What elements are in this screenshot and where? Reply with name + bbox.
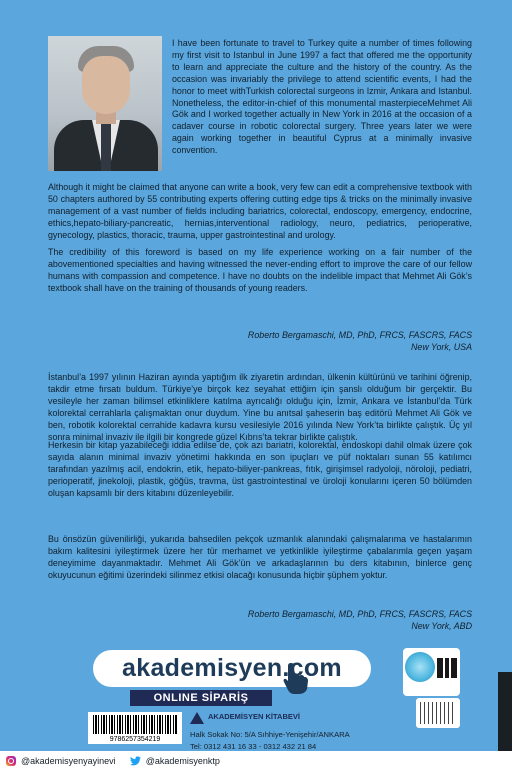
spine-edge <box>498 672 512 751</box>
instagram-handle[interactable] <box>6 756 116 766</box>
barcode-bars <box>93 715 177 734</box>
twitter-handle[interactable] <box>130 756 220 766</box>
pointer-hand-icon <box>282 661 308 695</box>
publisher-name: AKADEMİSYEN KİTABEVİ <box>208 712 300 721</box>
social-media-bar <box>0 751 512 771</box>
signature-en-name: Roberto Bergamaschi, MD, PhD, FRCS, FASCRS, FACS <box>247 330 472 340</box>
signature-tr-name: Roberto Bergamaschi, MD, PhD, FRCS, FASCRS, FACS <box>247 609 472 619</box>
foreword-en-paragraph-3: The credibility of this foreword is based on my life experience working on a fair number of the abovementioned specialties and having witnessed the never-ending effort to improve the care of our fellow humans with compassion and competence. I have no doubts on the indelible impact that Mehmet Ali Gök’s textbook shall have on the training of thousands of young readers. <box>48 247 472 293</box>
sticker-seal-icon <box>405 652 435 682</box>
signature-tr <box>248 608 472 632</box>
banderole-stamp <box>416 698 460 728</box>
publisher-contact <box>190 729 410 753</box>
publisher-phone: Tel: 0312 431 16 33 - 0312 432 21 84 <box>190 742 317 751</box>
publisher-website-text: akademisyen.com <box>122 654 342 682</box>
foreword-tr-paragraph-1: İstanbul’a 1997 yılının Haziran ayında yaptığım ilk ziyaretin ardından, ülkenin kültürünü ve tarihini öğrenip, takdir etme fırsatı buldum. Türkiye’ye birçok kez seyahat ettiğim için şanslı olduğum bir gerçektir. Bu vesileyle her zaman bilimsel etkinliklere katılma ayrıcalığı olduğu için, İzmir, Ankara ve İstanbul’da Türk kolorektal cerrahlarla çalışmaktan onur duydum. Yine bu anıtsal şaheserin baş editörü Mehmet Ali Gök ve ben, robotik kolorektal cerrahide kadavra kursu vesilesiyle 2016 yılında New York’ta birlikte çalıştık. Üç yıl sonra minimal invaziv ile ilgili bir kongrede güzel Kıbrıs’ta tekrar birlikte çalıştık. <box>48 372 472 442</box>
twitter-icon <box>130 756 141 766</box>
isbn-barcode <box>88 712 182 744</box>
publisher-logo-icon <box>190 712 204 724</box>
instagram-icon <box>6 756 16 766</box>
signature-en <box>248 329 472 353</box>
publisher-address: Halk Sokak No: 5/A Sıhhiye-Yenişehir/ANKARA <box>190 730 350 739</box>
foreword-tr-paragraph-2: Herkesin bir kitap yazabileceği iddia edilse de, çok azı bariatri, kolorektal, endoskopi dahil olmak üzere çok sayıda alanın minimal invaziv yönetimi hakkında en son ipuçları ve püf noktaları sunan 55 katılımcı tarafından yazılmış acil, endokrin, etik, hepato-biliyer-pankreas, fıtık, girişimsel radyoloji, nöroloji, pediatri, perioperatif, jinekoloji, plastik, göğüs, travma, üst gastrointestinal ve üroloji konularını içeren 50 bölümden oluşan kapsamlı bir ders kitabını düzenleyebilir. <box>48 440 472 498</box>
foreword-en-paragraph-2: Although it might be claimed that anyone can write a book, very few can edit a comprehensive textbook with 50 chapters authored by 55 contributing experts offering cutting edge tips & tricks on the minimally invasive management of a vast number of fields including bariatrics, colorectal, endoscopy, emergency, endocrine, ethics,hepato-biliary-pancreatic, hernias,interventional radiology, neuro, pediatrics, perioperative, gynecology, plastics, thoracic, trauma, upper gastrointestinal and urology. <box>48 182 472 240</box>
author-photo <box>48 36 162 171</box>
foreword-tr-paragraph-3: Bu önsözün güvenilirliği, yukarıda bahsedilen pekçok uzmanlık alanındaki çalışmalarıma ve hastalarımın bakım kalitesini iyileştirmek üzere her tür merhamet ve yetkinlikle iyileştirme çabalarımla geçen yaşam deneyimime dayanmaktadır. Mehmet Ali Gök’ün ve arkadaşlarının bu ders kitabının, binlerce genç okuyucunun eğitimi üzerindeki silinmez etkisi olacağı konusunda hiçbir şüphem yoktur. <box>48 534 472 580</box>
instagram-handle-text: @akademisyenyayinevi <box>21 756 116 766</box>
price-sticker <box>403 648 460 696</box>
barcode-number: 9786257354219 <box>109 736 161 743</box>
online-order-label[interactable]: ONLINE SİPARİŞ <box>130 690 272 706</box>
foreword-en-paragraph-1: I have been fortunate to travel to Turkey quite a number of times following my first visit to Istanbul in June 1997 a fact that offered me the opportunity to learn and appreciate the culture and the history of the country. As the occasion was invariably the privilege to attend scientific events, I had the honor to meet withTurkish colorectal surgeons in Izmir, Ankara and Istanbul. Nonetheless, the editor-in-chief of this monumental masterpieceMehmet Ali Gök and I worked together actually in New York in 2016 at the occasion of a cadaver course in robotic colorectal surgery. Three years later we were again working together in beautiful Cyprus at a minimally invasive convention. <box>172 38 472 156</box>
twitter-handle-text: @akademisyenktp <box>145 756 220 766</box>
signature-en-place: New York, USA <box>411 342 472 352</box>
publisher-website-banner[interactable] <box>93 650 371 687</box>
qr-code-icon <box>437 658 457 678</box>
signature-tr-place: New York, ABD <box>411 621 472 631</box>
stamp-barcode-icon <box>420 702 456 724</box>
